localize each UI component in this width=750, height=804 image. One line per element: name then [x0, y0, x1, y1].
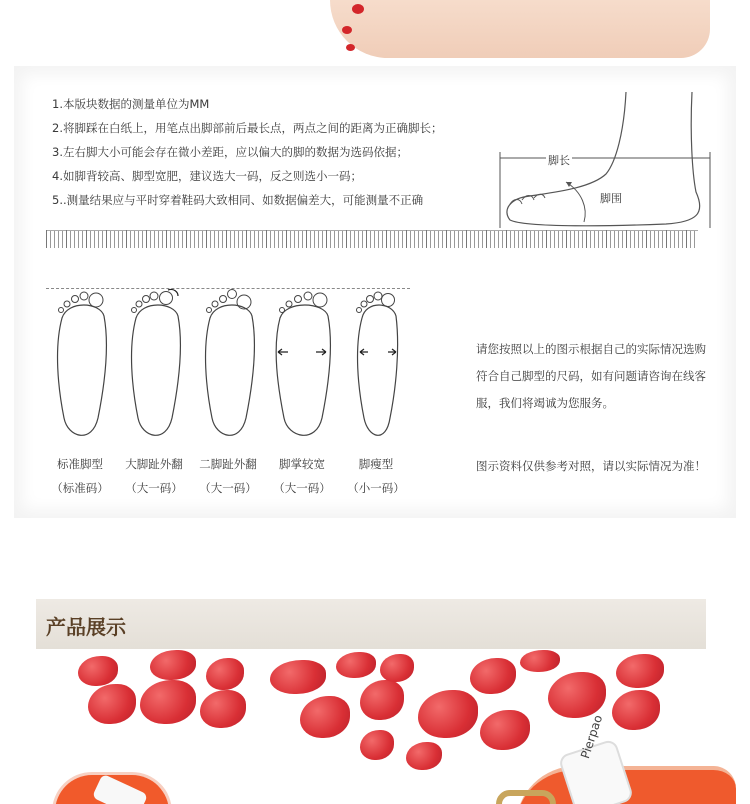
advice-line: 请您按照以上的图示根据自己的实际情况选购 — [476, 342, 706, 356]
reference-note: 图示资料仅供参考对照，请以实际情况为准！ — [476, 459, 706, 473]
measure-rule: 1.本版块数据的测量单位为MM — [52, 97, 210, 111]
foot-type-list — [44, 286, 414, 506]
shoe-brand-text: Pierpao — [578, 713, 606, 761]
shoe-strap — [558, 738, 635, 804]
foot-girth-label: 脚围 — [600, 192, 622, 205]
foot-sole-icon — [344, 288, 408, 448]
rose-petal — [470, 658, 516, 694]
rose-petal — [380, 654, 414, 682]
shoe-strap — [92, 774, 148, 804]
rose-petal — [360, 730, 394, 760]
rose-petal — [88, 684, 136, 724]
foot-type-wide — [266, 286, 338, 506]
foot-length-label: 脚长 — [548, 154, 570, 167]
rose-petal — [140, 680, 196, 724]
foot-skin-image — [330, 0, 710, 58]
foot-measure-diagram — [496, 92, 716, 232]
rose-petal — [548, 672, 606, 718]
shoe-buckle — [496, 790, 556, 804]
rose-petal — [336, 652, 376, 678]
foot-type-standard — [44, 286, 116, 506]
foot-type-size: （大一码） — [199, 481, 257, 495]
rose-petal — [418, 690, 478, 738]
rose-petal — [300, 696, 350, 738]
foot-type-size: （大一码） — [273, 481, 331, 495]
measure-rule: 4.如脚背较高、脚型宽肥，建议选大一码，反之则选小一码； — [52, 169, 362, 183]
rose-petal — [406, 742, 442, 770]
painted-toenail — [342, 26, 352, 34]
painted-toenail — [346, 44, 355, 51]
foot-type-name: 二脚趾外翻 — [199, 457, 257, 471]
foot-outline-icon — [496, 92, 716, 232]
foot-type-bunion — [118, 286, 190, 506]
top-foot-photo — [0, 0, 750, 62]
rose-petal — [78, 656, 118, 686]
foot-type-name: 脚掌较宽 — [279, 457, 325, 471]
rose-petal — [270, 660, 326, 694]
rose-petal — [616, 654, 664, 688]
foot-type-size: （标准码） — [51, 481, 109, 495]
rose-petal — [200, 690, 246, 728]
rose-petal — [150, 650, 196, 680]
size-advice — [476, 336, 726, 417]
rose-petal — [360, 680, 404, 720]
measure-rules-list — [52, 92, 442, 212]
foot-type-size: （大一码） — [125, 481, 183, 495]
measure-rule: 5..测量结果应与平时穿着鞋码大致相同、如数据偏差大，可能测量不正确 — [52, 193, 424, 207]
foot-type-slim — [340, 286, 412, 506]
rose-petal — [612, 690, 660, 730]
foot-sole-icon — [196, 288, 260, 448]
foot-sole-icon — [48, 288, 112, 448]
product-shoe-right — [486, 713, 736, 804]
foot-sole-icon — [122, 288, 186, 448]
foot-type-name: 大脚趾外翻 — [125, 457, 183, 471]
advice-line: 服，我们将竭诚为您服务。 — [476, 396, 614, 410]
section-title: 产品展示 — [46, 615, 126, 639]
foot-type-name: 脚瘦型 — [358, 457, 394, 471]
rose-petal — [206, 658, 244, 690]
foot-type-name: 标准脚型 — [57, 457, 103, 471]
painted-toenail — [352, 4, 364, 14]
advice-line: 符合自己脚型的尺码，如有问题请咨询在线客 — [476, 369, 706, 383]
rose-petal — [520, 650, 560, 672]
measuring-ruler-major-ticks — [46, 230, 698, 248]
size-guide-panel — [14, 66, 736, 518]
measure-rule: 3.左右脚大小可能会存在微小差距，应以偏大的脚的数据为选码依据； — [52, 145, 408, 159]
product-display-header — [36, 599, 706, 649]
foot-type-second-toe — [192, 286, 264, 506]
foot-type-size: （小一码） — [347, 481, 405, 495]
foot-sole-icon — [270, 288, 334, 448]
measure-rule: 2.将脚踩在白纸上，用笔点出脚部前后最长点，两点之间的距离为正确脚长； — [52, 121, 443, 135]
